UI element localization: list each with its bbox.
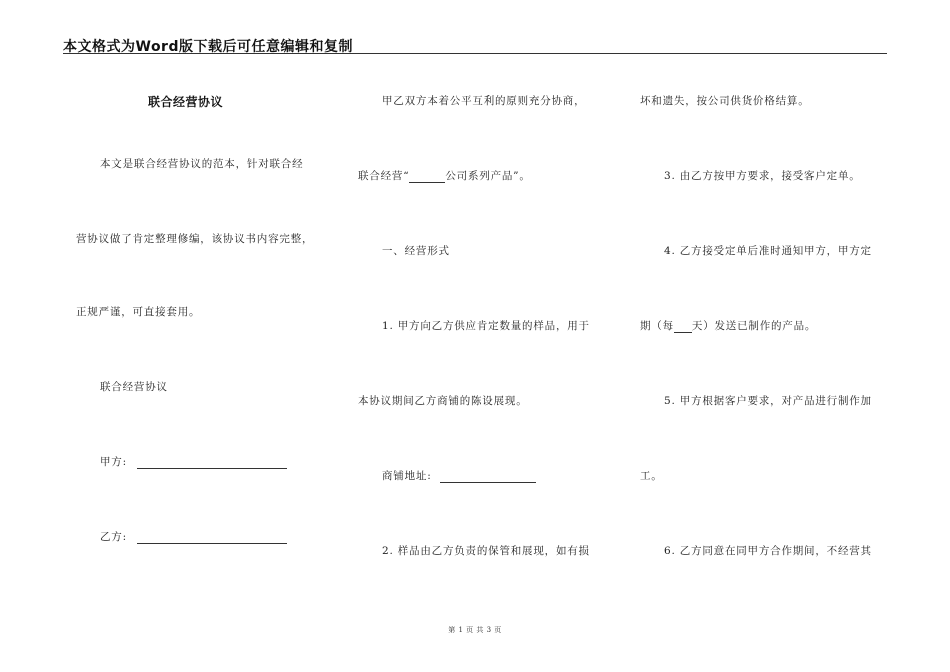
- item-5-line-2: 工。: [640, 470, 663, 482]
- party-b-label: 乙方:: [100, 531, 127, 543]
- party-a-label: 甲方:: [100, 456, 127, 468]
- item-5-line-1: 5. 甲方根据客户要求，对产品进行制作加: [664, 395, 872, 407]
- document-header: 本文格式为Word版下载后可任意编辑和复制: [63, 39, 353, 55]
- item-3: 3. 由乙方按甲方要求，接受客户定单。: [664, 170, 861, 182]
- shop-address-blank: [440, 471, 536, 483]
- party-a-blank: [137, 457, 287, 469]
- product-label: 公司系列产品”。: [445, 170, 531, 182]
- shop-address-label: 商铺地址:: [382, 470, 432, 482]
- item-4-line-1: 4. 乙方接受定单后准时通知甲方，甲方定: [664, 245, 872, 257]
- period-label: 期（每: [640, 320, 674, 332]
- party-b-row: [100, 529, 287, 544]
- shop-address-row: [382, 468, 536, 483]
- page-number: 第 1 页 共 3 页: [448, 626, 502, 634]
- item-1-line-1: 1. 甲方向乙方供应肯定数量的样品，用于: [382, 320, 590, 332]
- intro-line-2: 营协议做了肯定整理修编，该协议书内容完整，: [76, 233, 314, 245]
- section-heading: 一、经营形式: [382, 245, 450, 257]
- delivery-label: 天）发送已制作的产品。: [691, 320, 817, 332]
- para-intro-line-2: [358, 168, 531, 183]
- item-4-line-2: [640, 318, 816, 333]
- item-1-line-2: 本协议期间乙方商铺的陈设展现。: [358, 395, 528, 407]
- item-6-line-1: 6. 乙方同意在同甲方合作期间，不经营其: [664, 545, 872, 557]
- party-a-row: [100, 454, 287, 469]
- joint-label: 联合经营“: [358, 170, 410, 182]
- page-title: 联合经营协议: [148, 95, 224, 109]
- header-divider: [63, 53, 887, 54]
- item-2-line-1: 2. 样品由乙方负责的保管和展现，如有损: [382, 545, 590, 557]
- item-2-line-2: 坏和遗失，按公司供货价格结算。: [640, 95, 810, 107]
- para-intro-line-1: 甲乙双方本着公平互利的原则充分协商，: [382, 95, 586, 107]
- party-b-blank: [137, 532, 287, 544]
- intro-line-1: 本文是联合经营协议的范本，针对联合经: [100, 158, 304, 170]
- days-blank: [674, 321, 692, 333]
- doc-title: 联合经营协议: [100, 381, 168, 393]
- company-blank: [409, 171, 445, 183]
- intro-line-3: 正规严谨，可直接套用。: [76, 306, 201, 318]
